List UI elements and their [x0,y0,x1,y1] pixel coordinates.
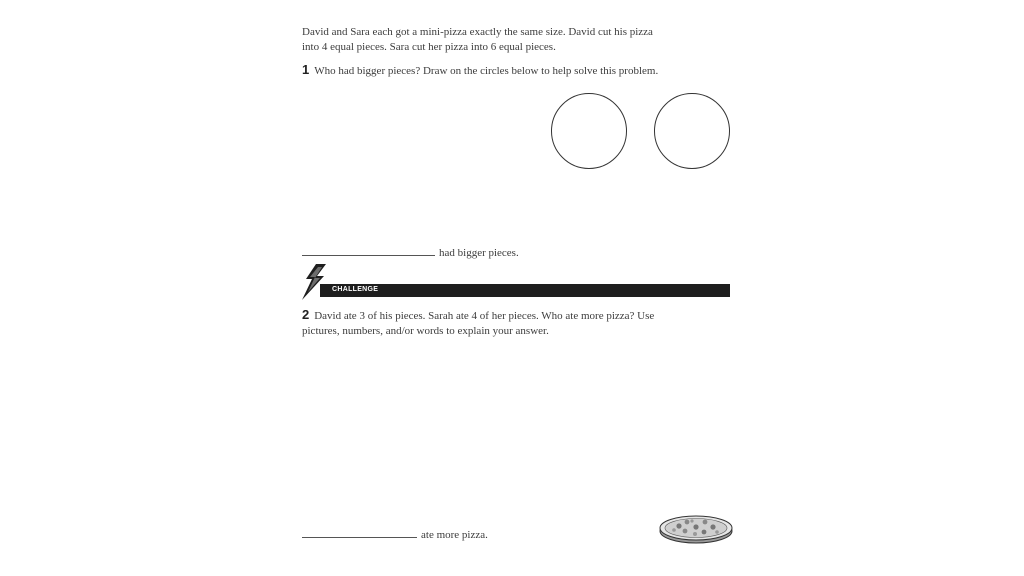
question-1 [302,62,742,79]
intro-paragraph [302,25,742,55]
question-2-line-2: pictures, numbers, and/or words to explain your answer. [302,325,549,337]
question-1-number: 1 [302,62,310,77]
challenge-banner [320,284,730,297]
question-1-text: Who had bigger pieces? Draw on the circles below to help solve this problem. [314,65,659,77]
challenge-label: CHALLENGE [332,286,379,293]
question-2-line-1: David ate 3 of his pieces. Sarah ate 4 of her pieces. Who ate more pizza? Use [314,310,655,322]
drawing-circle-david[interactable] [551,93,627,169]
question-2-number: 2 [302,307,310,322]
pizza-icon [659,514,733,544]
answer-row-1 [302,244,519,259]
intro-line-2: into 4 equal pieces. Sara cut her pizza into 6 equal pieces. [302,41,556,53]
intro-line-1: David and Sara each got a mini-pizza exactly the same size. David cut his pizza [302,26,653,38]
answer-row-2 [302,526,488,541]
answer-blank-2[interactable] [302,526,417,538]
drawing-circle-sara[interactable] [654,93,730,169]
answer-blank-1[interactable] [302,244,435,256]
answer-2-suffix: ate more pizza. [421,529,488,541]
answer-1-suffix: had bigger pieces. [439,247,519,259]
question-2 [302,307,742,339]
